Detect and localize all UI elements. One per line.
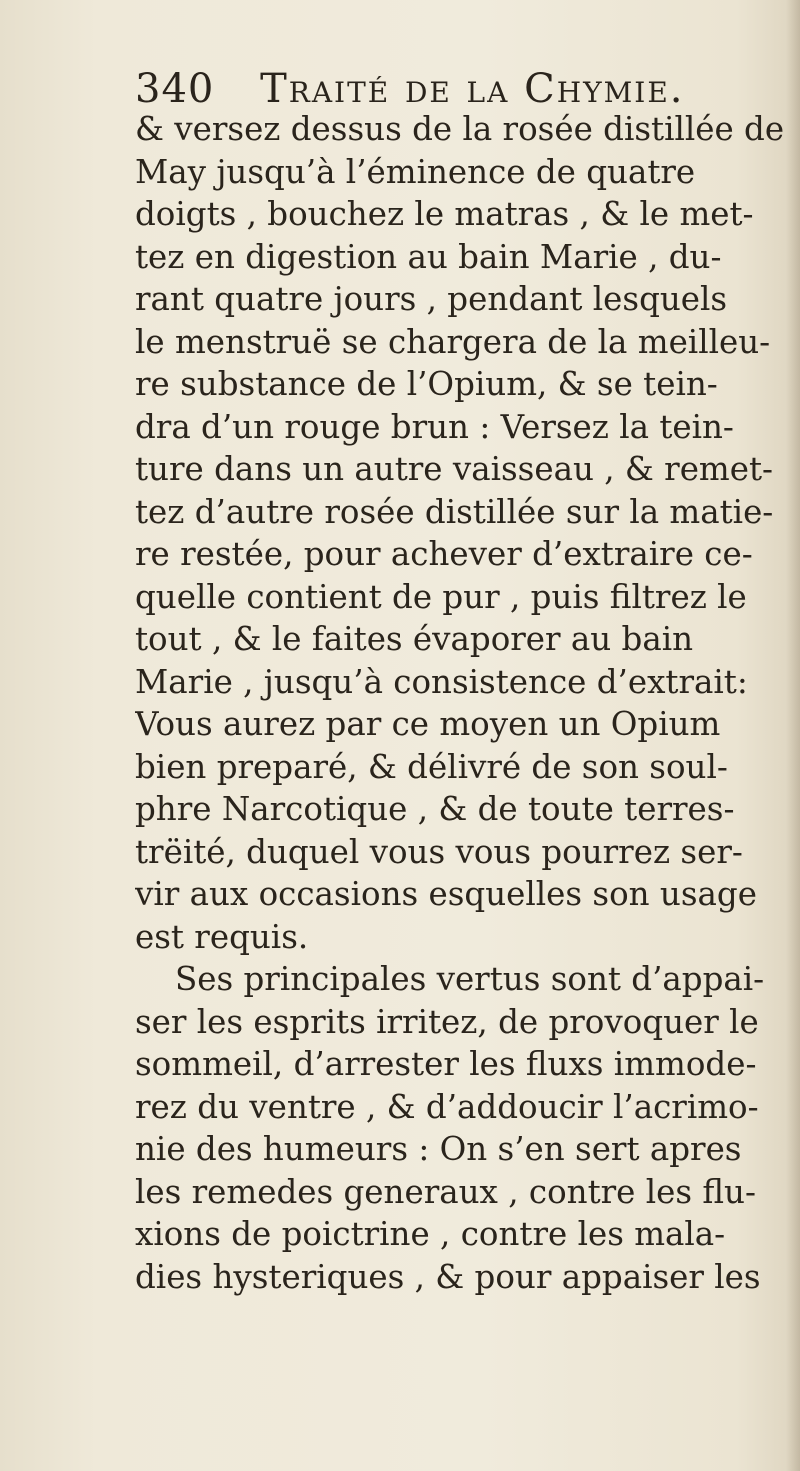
text-line: est requis.: [135, 917, 309, 956]
paragraph-start-line: Ses principales vertus sont d’appai-: [175, 960, 765, 998]
text-line: Marie , jusqu’à consistence d’extrait:: [135, 662, 748, 701]
text-line: ture dans un autre vaisseau , & remet-: [135, 450, 774, 488]
text-line: rez du ventre , & d’addoucir l’acrimo-: [135, 1087, 759, 1126]
text-line: xions de poictrine , contre les mala-: [135, 1215, 726, 1253]
text-line: quelle contient de pur , puis filtrez le: [135, 577, 747, 616]
text-line: dies hysteriques , & pour appaiser les: [135, 1257, 761, 1296]
text-body: [135, 108, 795, 1298]
text-line: tout , & le faites évaporer au bain: [135, 620, 694, 658]
text-line: nie des humeurs : On s’en sert apres: [135, 1130, 742, 1168]
text-line: Vous aurez par ce moyen un Opium: [135, 705, 721, 743]
text-line: re restée, pour achever d’extraire ce-: [135, 535, 753, 573]
text-line: rant quatre jours , pendant lesquels: [135, 280, 728, 318]
text-line: re substance de l’Opium, & se tein-: [135, 365, 718, 403]
text-line: doigts , bouchez le matras , & le met-: [135, 195, 754, 233]
text-line: le menstruë se chargera de la meilleu-: [135, 322, 771, 361]
text-line: sommeil, d’arrester les fluxs immode-: [135, 1045, 757, 1083]
text-line: ser les esprits irritez, de provoquer le: [135, 1002, 759, 1041]
text-line: May jusqu’à l’éminence de quatre: [135, 152, 696, 191]
text-line: phre Narcotique , & de toute terres-: [135, 790, 735, 828]
text-line: tez en digestion au bain Marie , du-: [135, 237, 722, 276]
running-title: Traité de la Chymie.: [260, 66, 685, 112]
text-line: trëité, duquel vous vous pourrez ser-: [135, 832, 743, 871]
text-line: les remedes generaux , contre les flu-: [135, 1172, 756, 1211]
text-line: tez d’autre rosée distillée sur la matie-: [135, 492, 774, 531]
text-line: & versez dessus de la rosée distillée de: [135, 110, 785, 148]
text-line: dra d’un rouge brun : Versez la tein-: [135, 407, 734, 446]
text-line: vir aux occasions esquelles son usage: [135, 875, 757, 913]
text-line: bien preparé, & délivré de son soul-: [135, 747, 728, 786]
page-number: 340: [135, 66, 215, 112]
